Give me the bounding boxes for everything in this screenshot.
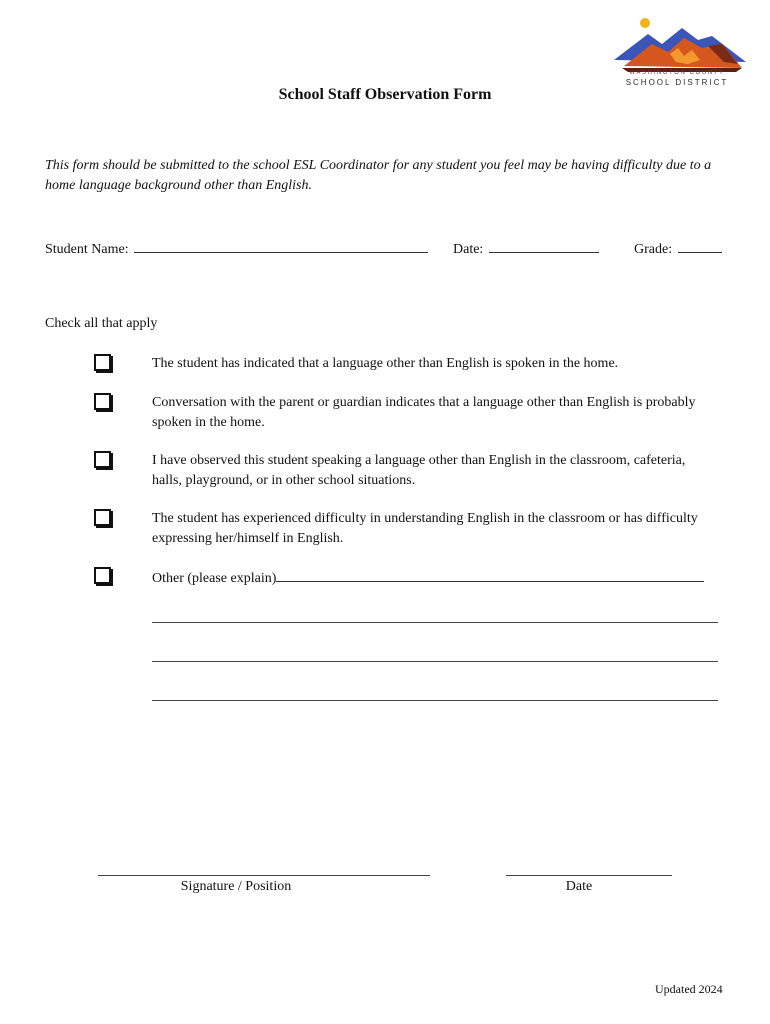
date-blank[interactable] (489, 238, 599, 253)
student-name-field[interactable] (45, 238, 428, 260)
date-field[interactable] (453, 238, 599, 260)
signature-label: Signature / Position (180, 879, 292, 894)
checkbox-item-3[interactable] (94, 451, 111, 468)
student-name-label: Student Name: (45, 242, 129, 257)
student-name-blank[interactable] (134, 238, 428, 253)
logo-text-district: SCHOOL DISTRICT (625, 78, 729, 87)
checklist-item-other (152, 567, 704, 589)
explain-line-2[interactable] (152, 661, 718, 662)
explain-line-1[interactable] (152, 622, 718, 623)
checkbox-other[interactable] (94, 567, 111, 584)
page-title: School Staff Observation Form (278, 86, 492, 103)
check-all-label: Check all that apply (45, 316, 158, 331)
grade-blank[interactable] (678, 238, 722, 253)
explain-line-3[interactable] (152, 700, 718, 701)
checklist-item-3: I have observed this student speaking a language other than English in the classroom, cafeteria, halls, playground, or in other school situations. (152, 453, 686, 488)
checklist-item-2: Conversation with the parent or guardian indicates that a language other than English is probably spoken in the home. (152, 395, 696, 430)
updated-note: Updated 2024 (655, 982, 723, 996)
checklist-item-4: The student has experienced difficulty in understanding English in the classroom or has difficulty expressing her/himself in English. (152, 511, 698, 546)
checklist-item-1: The student has indicated that a language other than English is spoken in the home. (152, 356, 619, 371)
date-sign-label: Date (565, 879, 593, 894)
signature-line[interactable] (98, 875, 430, 876)
grade-label: Grade: (634, 242, 673, 257)
checkbox-item-1[interactable] (94, 354, 111, 371)
date-sign-line[interactable] (506, 875, 672, 876)
checkbox-item-4[interactable] (94, 509, 111, 526)
date-label: Date: (453, 242, 484, 257)
checkbox-item-2[interactable] (94, 393, 111, 410)
logo-text-county: WASHINGTON COUNTY (629, 70, 725, 76)
grade-field[interactable] (634, 238, 722, 260)
other-label: Other (please explain) (152, 571, 277, 586)
intro-text: This form should be submitted to the school ESL Coordinator for any student you feel may be having difficulty due to a home language background other than English. (45, 158, 712, 193)
other-explain-blank[interactable] (276, 567, 704, 582)
